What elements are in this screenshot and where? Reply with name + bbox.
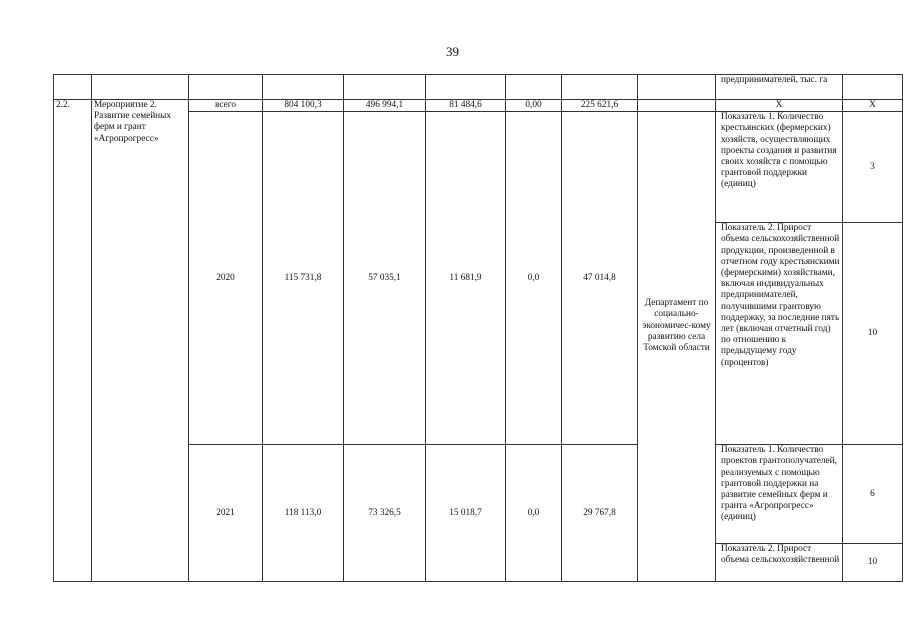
empty-cell	[562, 75, 638, 100]
value-cell: 47 014,8	[562, 112, 638, 445]
empty-cell	[263, 75, 344, 100]
value-mark: Х	[843, 100, 903, 112]
indicator-text: предпринимателей, тыс. га	[716, 75, 843, 100]
indicator-text: Показатель 2. Прирост объема сельскохозяйственной	[716, 544, 843, 582]
indicator-text: Показатель 2. Прирост объема сельскохозяйственной продукции, произведенной в отчетном году крестьянскими (фермерскими) хозяйствами, включая индивидуальных предпринимателей, получившими грантовую поддержку, за последние пять лет (включая отчетный год) по отношению к предыдущему году (процентов)	[716, 223, 843, 445]
empty-cell	[506, 75, 562, 100]
carryover-row	[54, 75, 903, 100]
row-number: 2.2.	[54, 100, 92, 582]
value-cell: 57 035,1	[344, 112, 426, 445]
empty-cell	[843, 75, 903, 100]
value-cell: 29 767,8	[562, 445, 638, 582]
period-cell: всего	[189, 100, 263, 112]
period-cell: 2021	[189, 445, 263, 582]
indicator-value: 6	[843, 445, 903, 544]
empty-cell	[344, 75, 426, 100]
value-cell: 73 326,5	[344, 445, 426, 582]
indicator-text: Показатель 1. Количество проектов грантополучателей, реализуемых с помощью грантовой поддержки на развитие семейных ферм и гранта «Агропрогресс» (единиц)	[716, 445, 843, 544]
indicator-value: 3	[843, 112, 903, 223]
value-cell: 0,00	[506, 100, 562, 112]
indicator-value: 10	[843, 544, 903, 582]
empty-cell	[638, 75, 716, 100]
indicator-text: Показатель 1. Количество крестьянских (фермерских) хозяйств, осуществляющих проекты создания и развития своих хозяйств с помощью грантовой поддержки (единиц)	[716, 112, 843, 223]
empty-cell	[638, 100, 716, 112]
value-cell: 81 484,6	[426, 100, 506, 112]
empty-cell	[426, 75, 506, 100]
executor-cell: Департамент по социально-экономичес-кому развитию села Томской области	[638, 112, 716, 582]
total-row	[54, 100, 903, 112]
value-cell: 804 100,3	[263, 100, 344, 112]
value-cell: 11 681,9	[426, 112, 506, 445]
page-number: 39	[446, 44, 459, 59]
empty-cell	[54, 75, 92, 100]
value-cell: 0,0	[506, 445, 562, 582]
value-cell: 496 994,1	[344, 100, 426, 112]
value-cell: 225 621,6	[562, 100, 638, 112]
value-cell: 118 113,0	[263, 445, 344, 582]
value-cell: 0,0	[506, 112, 562, 445]
value-cell: 115 731,8	[263, 112, 344, 445]
value-cell: 15 018,7	[426, 445, 506, 582]
indicator-value: 10	[843, 223, 903, 445]
indicator-mark: Х	[716, 100, 843, 112]
period-cell: 2020	[189, 112, 263, 445]
empty-cell	[189, 75, 263, 100]
measure-name: Мероприятие 2. Развитие семейных ферм и грант «Агропрогресс»	[92, 100, 189, 582]
empty-cell	[92, 75, 189, 100]
program-table	[53, 74, 903, 582]
